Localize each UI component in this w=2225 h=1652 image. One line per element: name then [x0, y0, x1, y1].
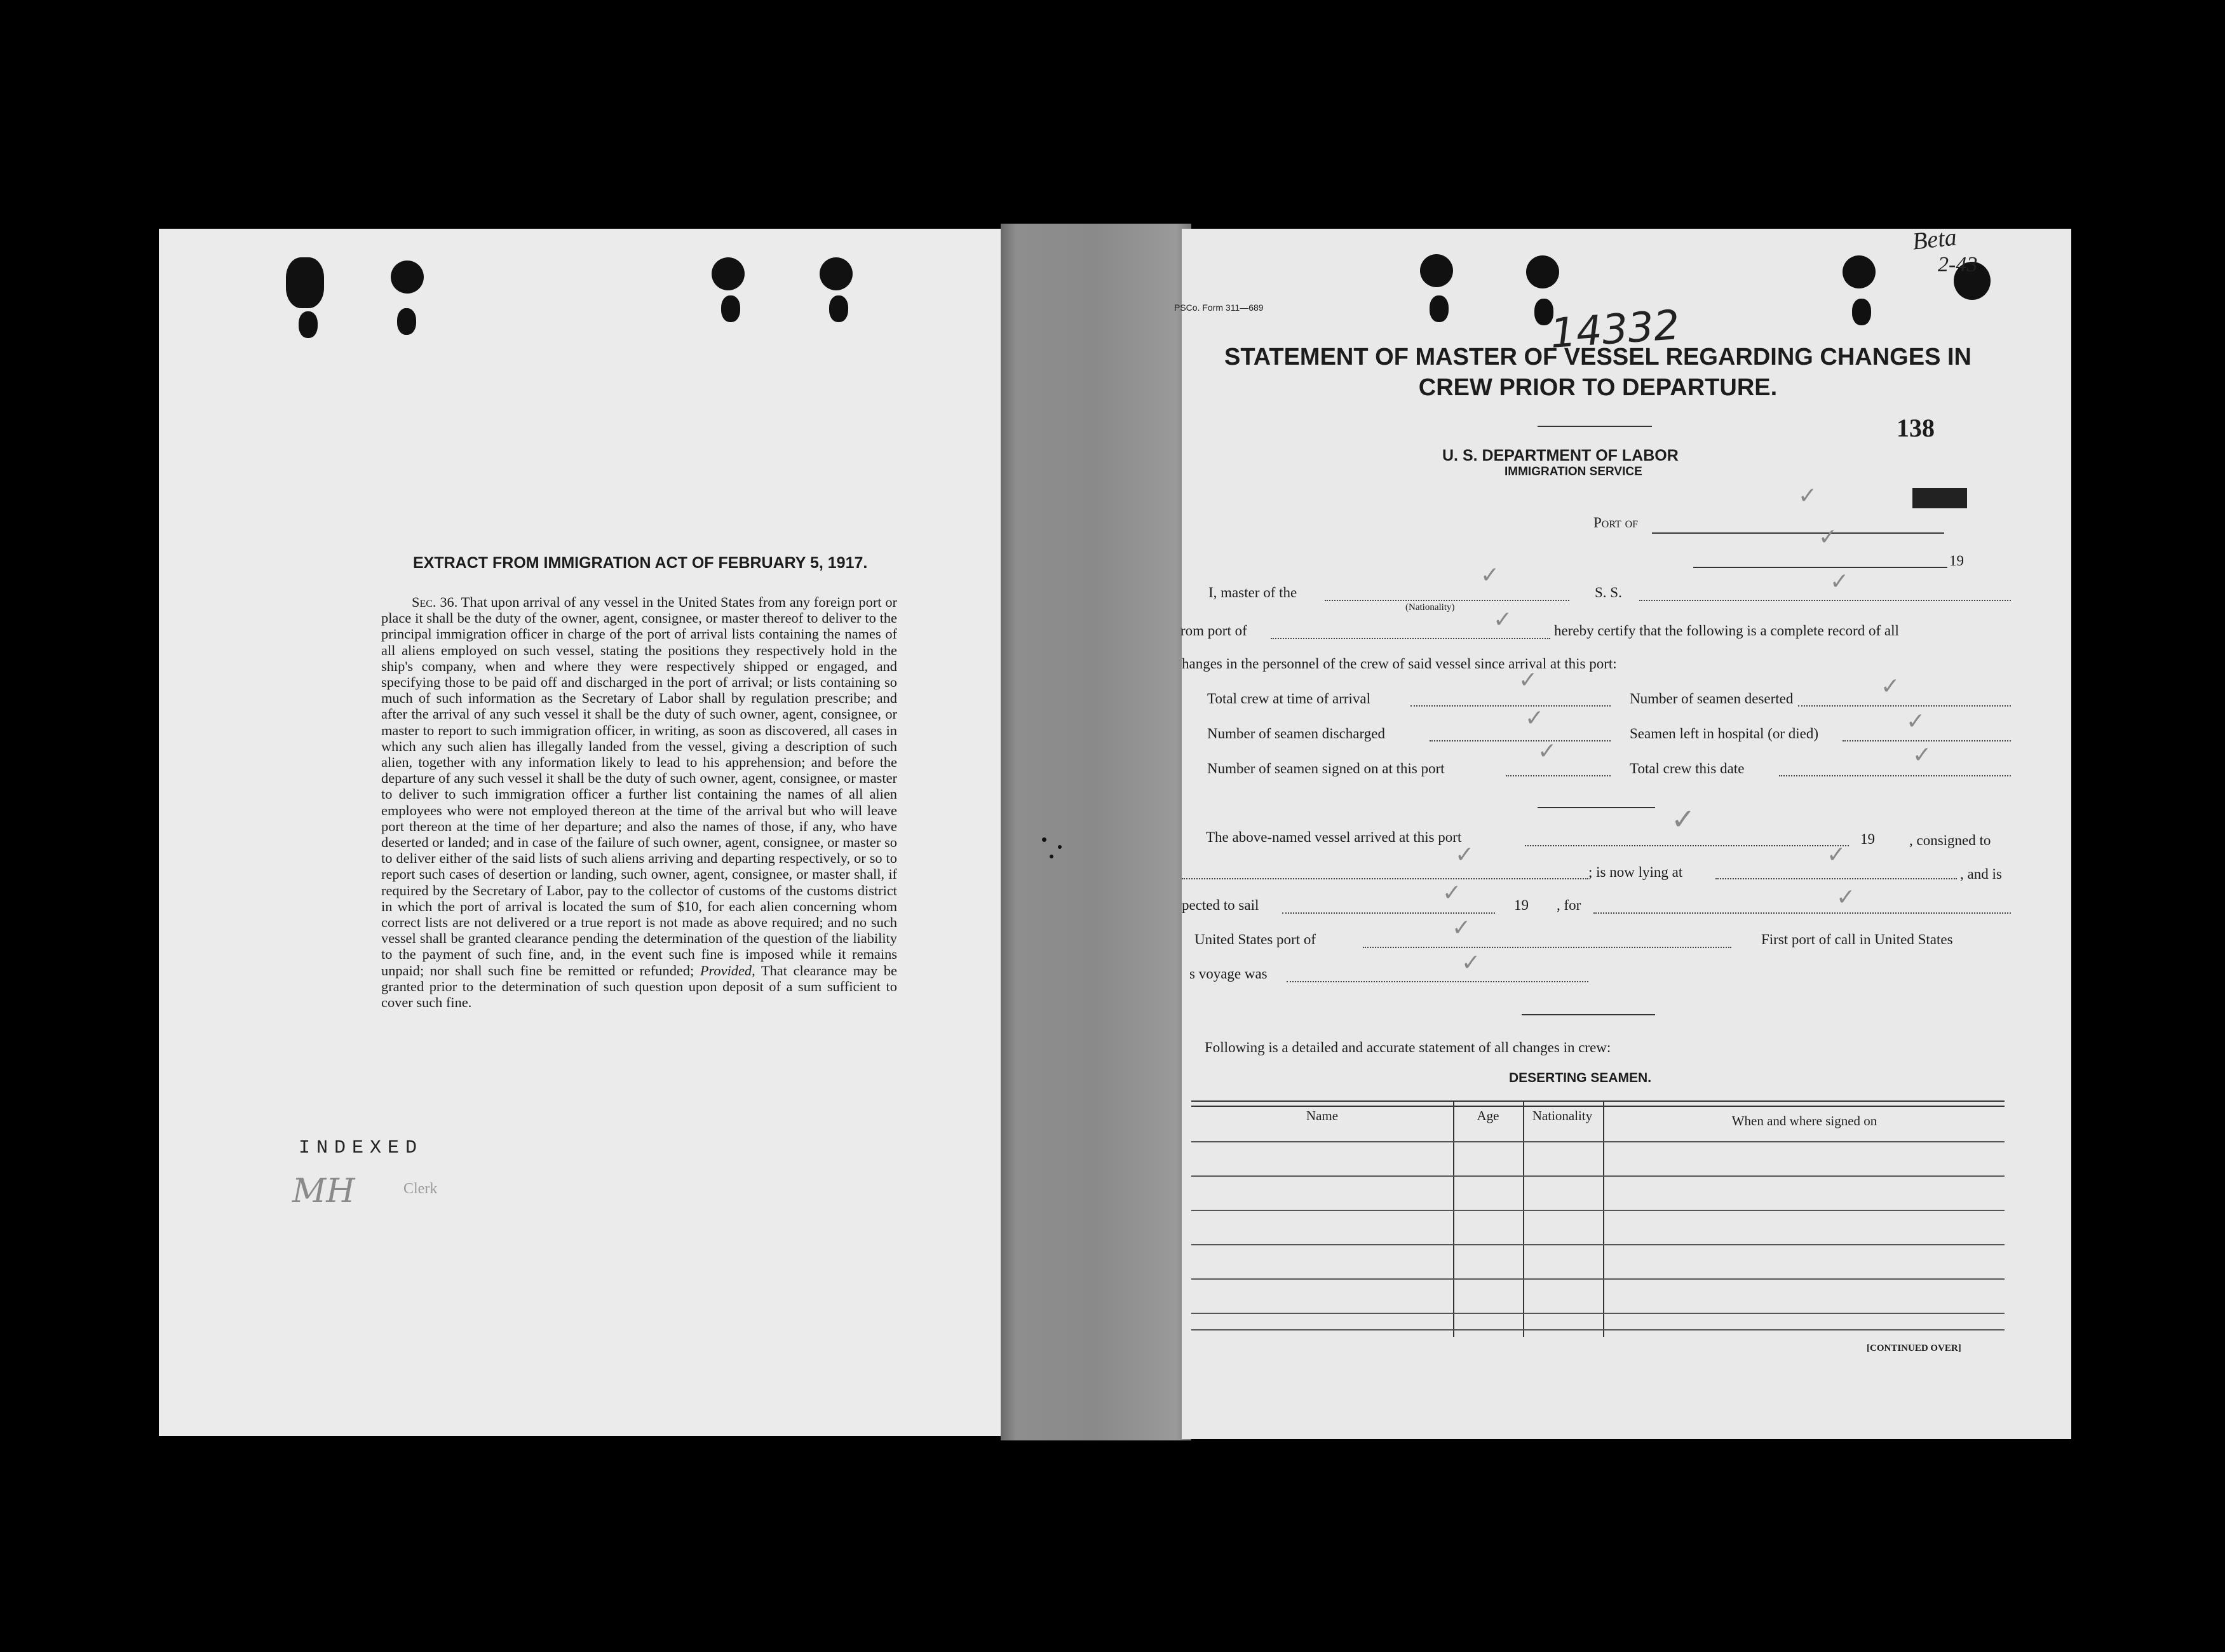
clerk-initials: MH — [292, 1172, 355, 1210]
section-text: That upon arrival of any vessel in the United States from any foreign port or place it shall be the duty of the owner, agent, consignee, or master thereof to deliver to the principal immigration officer in charge of the port of arrival lists containing the names of all aliens employed on such vessel, stating the positions they respectively hold in the ship's company, when and where they were respectively shipped or engaged, and specifying those to be paid off and discharged in the port of arrival; or lists containing so much of such information as the Secretary of Labor shall by regulation prescribe; and after the arrival of any such vessel it shall be the duty of such owner, agent, consignee, or master to report to such immigration officer, in writing, as soon as discovered, all cases in which any such alien has illegally landed from the vessel, giving a description of such alien, together with any information likely to lead to his apprehension; and before the departure of any such vessel it shall be the duty of such owner, agent, consignee, or master to deliver to such immigration officer a further list containing the names of all alien employees who were not employed thereon at the time of the arrival but who will leave port thereon at the time of her departure; and also the names of those, if any, who have deserted or landed; and in case of the failure of such owner, agent, consignee, or master so to deliver either of the said lists of such aliens arriving and departing respectively, or so to report such cases of desertion or landing, such owner, agent, consignee, or master shall, if required by the Secretary of Labor, pay to the collector of customs of the customs district in which the port of arrival is located the sum of $10, for each alien concerning whom correct lists are not delivered or a true report is not made as above required; and no such vessel shall be granted clearance pending the determination of the question of the liability to the payment of such fine, and, in the event such fine is imposed while it remains unpaid; nor shall such fine be remitted or refunded; — [381, 594, 897, 978]
table-row[interactable] — [1191, 1278, 2005, 1280]
ink-spot — [1058, 845, 1062, 849]
nationality-label: (Nationality) — [1405, 602, 1455, 613]
first-port-label: First port of call in United States — [1761, 931, 1953, 947]
seamen-hospital-label: Seamen left in hospital (or died) — [1630, 726, 1819, 741]
punch-hole — [299, 311, 318, 338]
check-mark: ✓ — [1912, 742, 1932, 768]
total-crew-date-label: Total crew this date — [1630, 761, 1745, 776]
check-mark: ✓ — [1881, 674, 1900, 700]
stamp-number: 138 — [1897, 414, 1935, 442]
punch-hole — [1420, 254, 1453, 287]
proviso-text: That clearance may be granted prior to the determination of such question upon deposit of a sum sufficient to cover such fine. — [381, 962, 897, 1011]
form-title-line1: STATEMENT OF MASTER OF VESSEL REGARDING CHANGES IN — [1224, 344, 1971, 370]
sail-date-field[interactable] — [1282, 912, 1495, 914]
punch-hole — [1526, 255, 1559, 288]
check-mark: ✓ — [1442, 880, 1462, 906]
nationality-field[interactable] — [1325, 600, 1569, 601]
handwritten-note: Beta — [1911, 224, 1958, 255]
binding-strip — [1001, 224, 1191, 1440]
following-label: Following is a detailed and accurate statement of all changes in crew: — [1205, 1039, 1611, 1055]
port-label: Port of — [1593, 515, 1639, 531]
form-title-line2: CREW PRIOR TO DEPARTURE. — [1418, 374, 1778, 401]
check-mark: ✓ — [1830, 569, 1850, 595]
table-row[interactable] — [1191, 1244, 2005, 1245]
check-mark: ✓ — [1798, 483, 1818, 509]
destination-field[interactable] — [1593, 912, 2011, 914]
us-port-field[interactable] — [1363, 947, 1731, 948]
punch-hole — [391, 261, 424, 294]
punch-hole — [820, 257, 853, 290]
check-mark: ✓ — [1827, 842, 1846, 868]
seamen-discharged-field[interactable] — [1430, 740, 1611, 741]
from-port-label: rom port of — [1180, 623, 1247, 639]
total-crew-arrival-label: Total crew at time of arrival — [1207, 691, 1371, 707]
column-divider — [1453, 1100, 1524, 1337]
certify-label: hereby certify that the following is a complete record of all — [1554, 623, 1899, 639]
column-header-name: Name — [1306, 1108, 1339, 1123]
extract-body — [381, 594, 897, 1010]
check-mark: ✓ — [1538, 738, 1557, 764]
deserting-seamen-table — [1191, 1100, 2005, 1337]
handwritten-number: 14332 — [1548, 301, 1681, 358]
us-port-label: United States port of — [1194, 931, 1316, 947]
column-header-nationality: Nationality — [1532, 1108, 1593, 1123]
deserting-seamen-title: DESERTING SEAMEN. — [1509, 1071, 1652, 1085]
total-crew-date-field[interactable] — [1779, 775, 2011, 776]
punch-hole — [286, 257, 324, 308]
redaction-block — [1912, 488, 1967, 508]
table-row[interactable] — [1191, 1313, 2005, 1314]
seamen-deserted-label: Number of seamen deserted — [1630, 691, 1794, 707]
master-label: I, master of the — [1208, 585, 1297, 600]
proviso-word: Provided, — [700, 962, 755, 978]
table-top-rule — [1191, 1106, 2005, 1107]
check-mark: ✓ — [1452, 915, 1471, 941]
punch-hole — [829, 295, 848, 322]
check-mark: ✓ — [1480, 562, 1500, 588]
column-divider — [1603, 1100, 1604, 1337]
continued-over-label: [CONTINUED OVER] — [1867, 1343, 1961, 1353]
divider — [1538, 426, 1652, 427]
ink-spot — [1050, 855, 1053, 858]
year-19-sail: 19 — [1514, 897, 1529, 913]
table-top-rule — [1191, 1100, 2005, 1102]
arrival-date-field[interactable] — [1525, 845, 1849, 846]
punch-hole — [1852, 299, 1871, 325]
for-label: , for — [1557, 897, 1581, 913]
ss-label: S. S. — [1595, 585, 1622, 600]
seamen-signed-label: Number of seamen signed on at this port — [1207, 761, 1445, 776]
check-mark: ✓ — [1671, 802, 1696, 836]
lying-label: ; is now lying at — [1588, 864, 1683, 880]
lying-at-field[interactable] — [1715, 878, 1957, 879]
table-row[interactable] — [1191, 1141, 2005, 1142]
punch-hole — [397, 308, 416, 335]
column-header-age: Age — [1477, 1108, 1499, 1123]
section-label: Sec. 36. — [412, 594, 458, 610]
column-header-signed-on: When and where signed on — [1731, 1113, 1877, 1128]
clerk-label: Clerk — [403, 1181, 438, 1197]
from-port-field[interactable] — [1271, 638, 1550, 639]
year-19-arrival: 19 — [1860, 831, 1875, 847]
divider — [1522, 1014, 1655, 1015]
divider — [1538, 807, 1655, 808]
date-field[interactable] — [1693, 567, 1947, 568]
arrived-label: The above-named vessel arrived at this port — [1206, 829, 1462, 845]
vessel-name-field[interactable] — [1639, 600, 2011, 601]
voyage-label: s voyage was — [1189, 966, 1268, 982]
seamen-signed-field[interactable] — [1506, 775, 1611, 776]
check-mark: ✓ — [1836, 884, 1856, 911]
consignee-field[interactable] — [1182, 878, 1588, 879]
service-label: IMMIGRATION SERVICE — [1505, 465, 1642, 478]
form-code: PSCo. Form 311—689 — [1174, 302, 1264, 313]
punch-hole — [1843, 255, 1876, 288]
punch-hole — [721, 295, 740, 322]
department-label: U. S. DEPARTMENT OF LABOR — [1442, 447, 1679, 464]
seamen-deserted-field[interactable] — [1798, 705, 2011, 707]
and-is-label: , and is — [1960, 866, 2002, 882]
punch-hole — [1430, 295, 1449, 322]
year-prefix: 19 — [1949, 553, 1964, 569]
table-row[interactable] — [1191, 1210, 2005, 1211]
check-mark: ✓ — [1906, 708, 1926, 735]
table-row[interactable] — [1191, 1175, 2005, 1177]
form-title — [1182, 342, 2014, 403]
table-row[interactable] — [1191, 1329, 2005, 1330]
check-mark: ✓ — [1818, 524, 1838, 550]
expected-label: pected to sail — [1182, 897, 1259, 913]
handwritten-date: 2-43 — [1938, 253, 1978, 276]
changes-label: hanges in the personnel of the crew of said vessel since arrival at this port: — [1182, 656, 1617, 672]
check-mark: ✓ — [1455, 842, 1475, 868]
voyage-field[interactable] — [1287, 981, 1588, 982]
punch-hole — [712, 257, 745, 290]
total-crew-arrival-field[interactable] — [1410, 705, 1611, 707]
ink-spot — [1042, 837, 1046, 842]
consigned-label: , consigned to — [1909, 832, 1991, 848]
indexed-stamp: INDEXED — [299, 1137, 424, 1159]
port-field[interactable] — [1652, 532, 1944, 534]
extract-heading: EXTRACT FROM IMMIGRATION ACT OF FEBRUARY 5, 1917. — [413, 554, 868, 572]
check-mark: ✓ — [1461, 950, 1481, 976]
check-mark: ✓ — [1525, 705, 1545, 731]
check-mark: ✓ — [1518, 667, 1538, 693]
seamen-hospital-field[interactable] — [1843, 740, 2011, 741]
seamen-discharged-label: Number of seamen discharged — [1207, 726, 1385, 741]
check-mark: ✓ — [1493, 607, 1513, 633]
